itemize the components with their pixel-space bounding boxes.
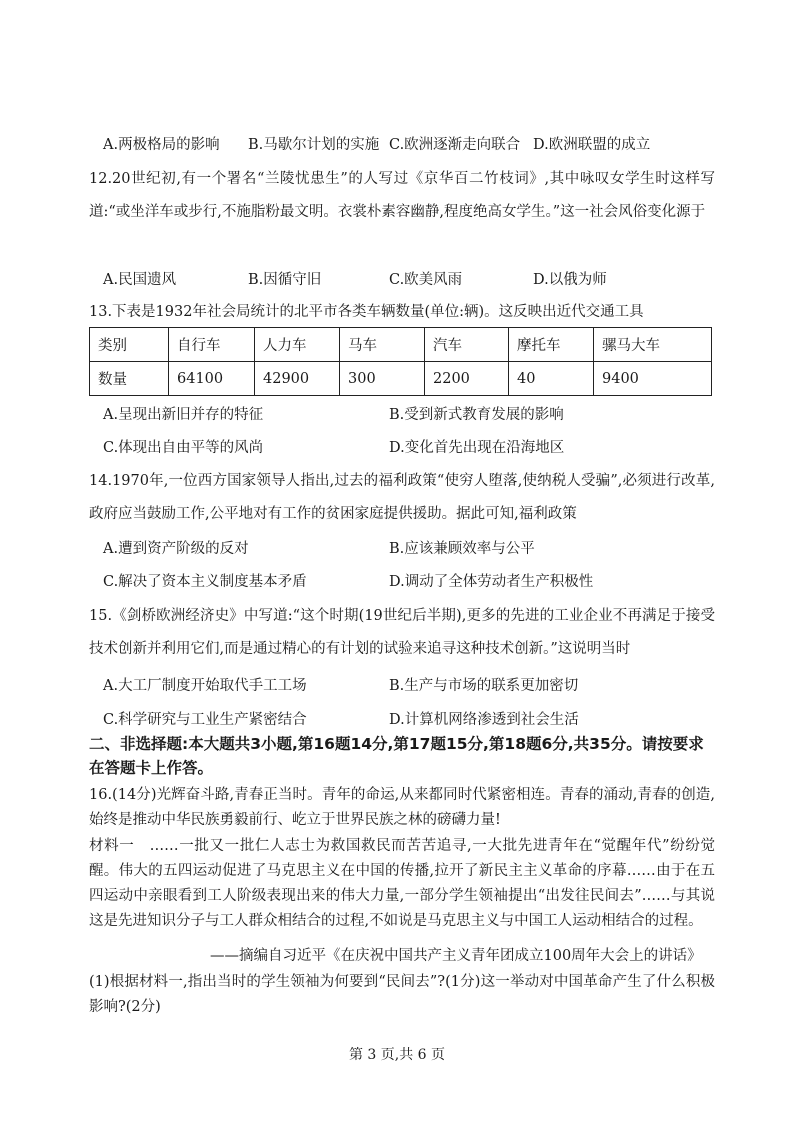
q13-option-a: A.呈现出新旧并存的特征 [103, 407, 264, 423]
q14-options-row2 [103, 570, 723, 592]
q16-subquestion-1: (1)根据材料一,指出当时的学生领袖为何要到“民间去”?(1分)这一举动对中国革命产生了什么积极影响?(2分) [89, 974, 715, 1015]
q14-option-a: A.遭到资产阶级的反对 [103, 541, 249, 557]
q16-source: ——摘编自习近平《在庆祝中国共产主义青年团成立100周年大会上的讲话》 [210, 948, 702, 964]
table-cell: 40 [509, 362, 594, 396]
table-cell: 人力车 [255, 328, 340, 362]
q15-options-row1 [103, 674, 723, 696]
table-cell: 数量 [90, 362, 169, 396]
q11-option-a: A.两极格局的影响 [103, 137, 220, 153]
q14-option-b: B.应该兼顾效率与公平 [389, 541, 535, 557]
table-header-row [90, 328, 712, 362]
table-cell: 汽车 [425, 328, 509, 362]
table-cell: 9400 [594, 362, 712, 396]
table-row [90, 362, 712, 396]
q12-option-d: D.以俄为师 [533, 272, 607, 288]
table-cell: 2200 [425, 362, 509, 396]
q14-stem: 14.1970年,一位西方国家领导人指出,过去的福利政策“使穷人堕落,使纳税人受骗”,必须进行改革,政府应当鼓励工作,公平地对有工作的贫困家庭提供援助。据此可知,福利政策 [89, 473, 715, 522]
vehicle-count-table [89, 327, 712, 396]
q15-option-b: B.生产与市场的联系更加密切 [389, 678, 579, 694]
table-cell: 骡马大车 [594, 328, 712, 362]
q13-options-row1 [103, 403, 723, 425]
table-cell: 马车 [340, 328, 425, 362]
table-cell: 42900 [255, 362, 340, 396]
q15-option-c: C.科学研究与工业生产紧密结合 [103, 712, 307, 728]
q13-option-d: D.变化首先出现在沿海地区 [389, 440, 565, 456]
q13-stem: 13.下表是1932年社会局统计的北平市各类车辆数量(单位:辆)。这反映出近代交通工具 [89, 304, 644, 320]
table-cell: 64100 [169, 362, 255, 396]
q12-stem: 12.20世纪初,有一个署名“兰陵忧患生”的人写过《京华百二竹枝词》,其中咏叹女学生时这样写道:“或坐洋车或步行,不施脂粉最文明。衣裳朴素容幽静,程度绝高女学生。”这一社会风俗变化源于 [89, 171, 715, 220]
q16-intro: 16.(14分)光辉奋斗路,青春正当时。青年的命运,从来都同时代紧密相连。青春的涌动,青春的创造,始终是推动中华民族勇毅前行、屹立于世界民族之林的磅礴力量! [89, 787, 715, 828]
q12-options [103, 268, 723, 290]
q15-option-a: A.大工厂制度开始取代手工工场 [103, 678, 307, 694]
q15-options-row2 [103, 708, 723, 730]
q14-option-d: D.调动了全体劳动者生产积极性 [389, 574, 594, 590]
table-cell: 自行车 [169, 328, 255, 362]
q13-option-c: C.体现出自由平等的风尚 [103, 440, 264, 456]
q14-options-row1 [103, 537, 723, 559]
q11-option-d: D.欧洲联盟的成立 [533, 137, 651, 153]
q12-option-a: A.民国遗风 [103, 272, 177, 288]
q14-option-c: C.解决了资本主义制度基本矛盾 [103, 574, 307, 590]
q16-material-1: 材料一 ……一批又一批仁人志士为救国救民而苦苦追寻,一大批先进青年在“觉醒年代”纷纷觉醒。伟大的五四运动促进了马克思主义在中国的传播,拉开了新民主主义革命的序幕……由于在五四运动中亲眼看到工人阶级表现出来的伟大力量,一部分学生领袖提出“出发往民间去”……与其说这是先进知识分子与工人群众相结合的过程,不如说是马克思主义与中国工人运动相结合的过程。 [89, 838, 715, 929]
q15-stem: 15.《剑桥欧洲经济史》中写道:“这个时期(19世纪后半期),更多的先进的工业企业不再满足于接受技术创新并利用它们,而是通过精心的有计划的试验来追寻这种技术创新。”这说明当时 [89, 608, 715, 657]
section-heading: 二、非选择题:本大题共3小题,第16题14分,第17题15分,第18题6分,共35分。请按要求在答题卡上作答。 [89, 735, 704, 777]
q12-option-c: C.欧美风雨 [389, 272, 463, 288]
q15-option-d: D.计算机网络渗透到社会生活 [389, 712, 579, 728]
q13-options-row2 [103, 436, 723, 458]
q11-options [103, 133, 723, 155]
q11-option-c: C.欧洲逐渐走向联合 [389, 137, 521, 153]
table-cell: 类别 [90, 328, 169, 362]
q12-option-b: B.因循守旧 [248, 272, 322, 288]
q11-option-b: B.马歇尔计划的实施 [248, 137, 380, 153]
q13-option-b: B.受到新式教育发展的影响 [389, 407, 564, 423]
page-number: 第 3 页,共 6 页 [348, 1047, 446, 1063]
table-cell: 300 [340, 362, 425, 396]
table-cell: 摩托车 [509, 328, 594, 362]
